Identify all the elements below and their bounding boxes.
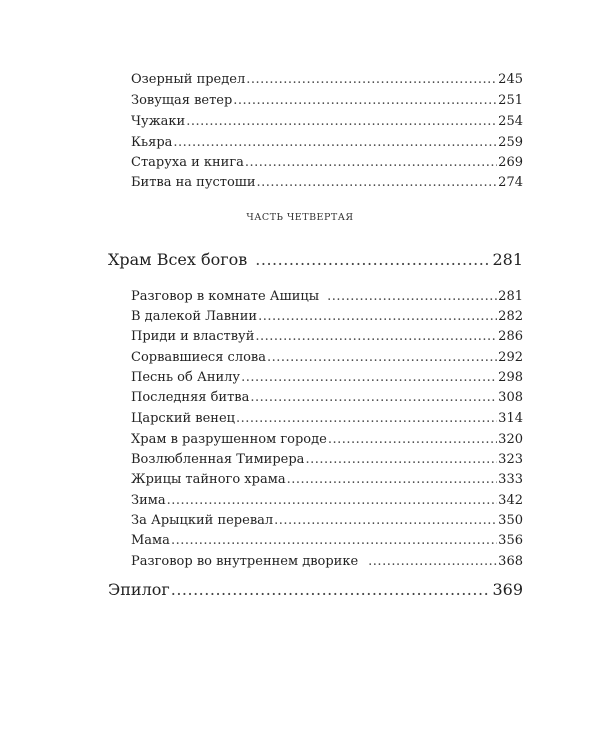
toc-entry-title: Песнь об Анилу [131, 370, 241, 385]
leader-dots [305, 452, 497, 467]
toc-entry-title: Последняя битва [131, 390, 250, 405]
toc-entry-page: 320 [498, 432, 523, 447]
epilogue-page: 369 [492, 580, 523, 599]
toc-entry[interactable] [131, 390, 523, 410]
toc-entry-title: Сорвавшиеся слова [131, 350, 266, 365]
toc-entry[interactable] [131, 432, 523, 452]
leader-dots [173, 135, 497, 150]
toc-entry-title: Зовущая ветер [131, 93, 233, 108]
leader-dots [171, 533, 497, 548]
toc-entry-page: 245 [498, 72, 523, 87]
toc-entry[interactable] [131, 411, 523, 431]
toc-entry-title: Храм в разрушенном городе [131, 432, 327, 447]
leader-dots [274, 513, 497, 528]
toc-entry-title: Мама [131, 533, 170, 548]
toc-entry-page: 259 [498, 135, 523, 150]
toc-entry-title: Возлюбленная Тимирера [131, 452, 305, 467]
leader-dots [233, 93, 497, 108]
leader-dots [255, 329, 497, 344]
toc-entry-title: Озерный предел [131, 72, 246, 87]
toc-entry[interactable] [131, 155, 523, 175]
toc-chapter[interactable] [108, 250, 523, 269]
toc-entry-title: Приди и властвуй [131, 329, 255, 344]
leader-dots [328, 432, 497, 447]
leader-dots [368, 554, 497, 569]
toc-entry-page: 356 [498, 533, 523, 548]
leader-dots [236, 411, 497, 426]
toc-entry-page: 282 [498, 309, 523, 324]
toc-entry-page: 274 [498, 175, 523, 190]
toc-entry[interactable] [131, 370, 523, 390]
toc-entry-title: За Арыцкий перевал [131, 513, 274, 528]
toc-entry[interactable] [131, 309, 523, 329]
leader-dots [241, 370, 497, 385]
leader-dots [245, 155, 497, 170]
toc-entry-title: Разговор во внутреннем дворике [131, 554, 359, 569]
toc-entry-page: 342 [498, 493, 523, 508]
leader-dots [327, 289, 497, 304]
toc-entry[interactable] [131, 533, 523, 553]
toc-epilogue[interactable] [108, 580, 523, 599]
toc-entry[interactable] [131, 472, 523, 492]
toc-entry-page: 281 [498, 289, 523, 304]
leader-dots [267, 350, 497, 365]
toc-entry[interactable] [131, 493, 523, 513]
toc-entry[interactable] [131, 513, 523, 533]
toc-entry-title: Зима [131, 493, 166, 508]
toc-entry[interactable] [131, 350, 523, 370]
chapter-page: 281 [492, 250, 523, 269]
toc-entry-title: Разговор в комнате Ашицы [131, 289, 320, 304]
toc-entry-page: 286 [498, 329, 523, 344]
toc-entry-page: 323 [498, 452, 523, 467]
toc-entry-title: Царский венец [131, 411, 236, 426]
toc-entry-page: 308 [498, 390, 523, 405]
leader-dots [186, 114, 497, 129]
leader-dots [250, 390, 497, 405]
toc-entry[interactable] [131, 135, 523, 155]
toc-entry[interactable] [131, 72, 523, 92]
toc-entry-title: Старуха и книга [131, 155, 244, 170]
leader-dots [167, 493, 498, 508]
toc-entry-title: В далекой Лавнии [131, 309, 258, 324]
toc-entry-title: Кьяра [131, 135, 173, 150]
toc-entry-page: 350 [498, 513, 523, 528]
leader-dots [171, 580, 489, 599]
epilogue-title: Эпилог [108, 580, 170, 599]
chapter-title: Храм Всех богов [108, 250, 248, 269]
toc-entry[interactable] [131, 114, 523, 134]
toc-entry-page: 269 [498, 155, 523, 170]
toc-entry[interactable] [131, 329, 523, 349]
toc-entry[interactable] [131, 93, 523, 113]
toc-entry-page: 254 [498, 114, 523, 129]
part-heading: ЧАСТЬ ЧЕТВЕРТАЯ [246, 212, 354, 223]
toc-entry-page: 292 [498, 350, 523, 365]
toc-entry[interactable] [131, 452, 523, 472]
toc-entry-title: Чужаки [131, 114, 186, 129]
toc-entry[interactable] [131, 289, 523, 309]
toc-entry-title: Жрицы тайного храма [131, 472, 286, 487]
toc-entry-title: Битва на пустоши [131, 175, 256, 190]
leader-dots [246, 72, 497, 87]
toc-entry-page: 314 [498, 411, 523, 426]
leader-dots [258, 309, 497, 324]
toc-entry-page: 368 [498, 554, 523, 569]
toc-entry-page: 298 [498, 370, 523, 385]
leader-dots [287, 472, 498, 487]
toc-entry[interactable] [131, 554, 523, 574]
toc-entry[interactable] [131, 175, 523, 195]
toc-entry-page: 333 [498, 472, 523, 487]
leader-dots [255, 250, 488, 269]
toc-entry-page: 251 [498, 93, 523, 108]
leader-dots [257, 175, 498, 190]
